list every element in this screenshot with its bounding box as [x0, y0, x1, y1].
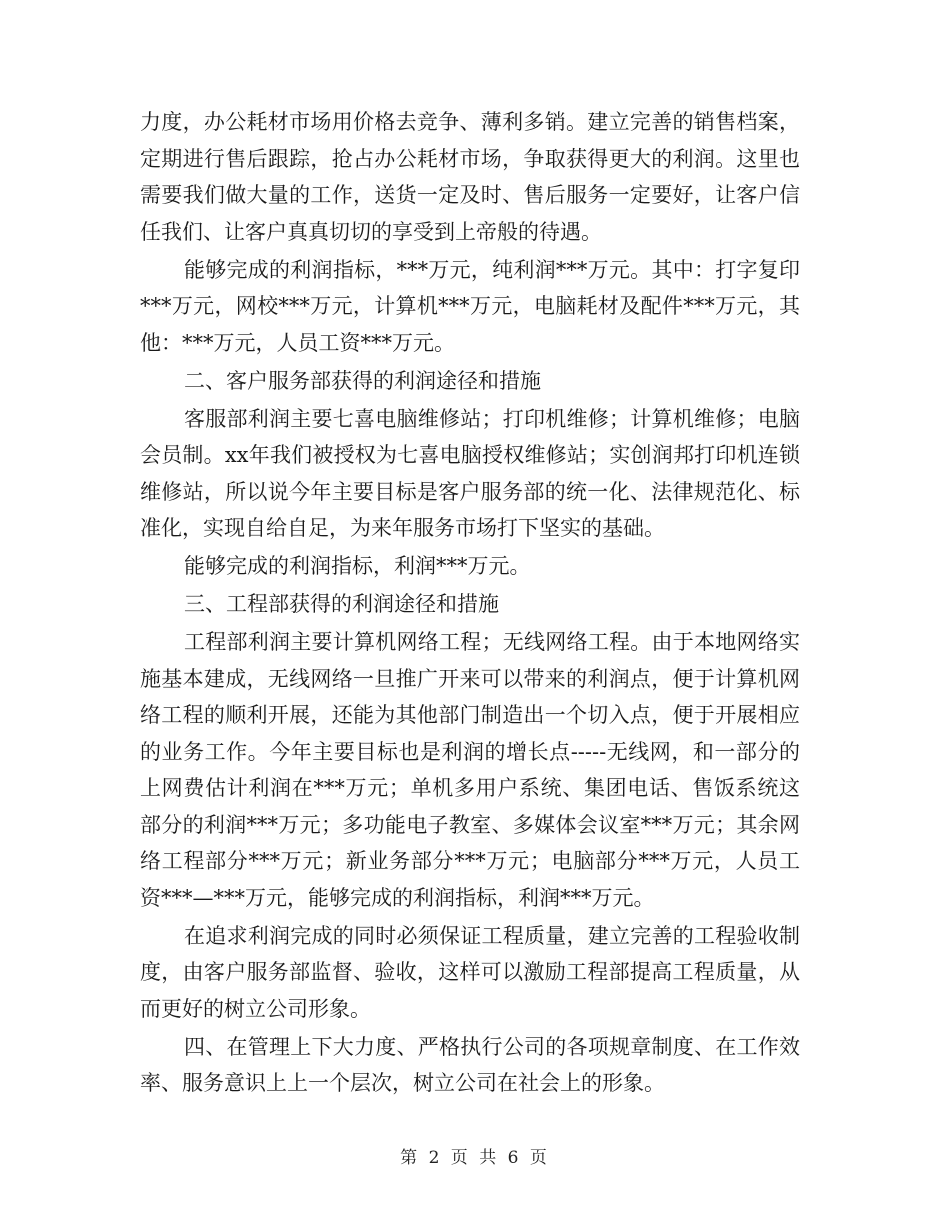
- section-heading-management: 四、在管理上下大力度、严格执行公司的各项规章制度、在工作效率、服务意识上上一个层次，树立公司在社会上的形象。: [140, 1034, 800, 1095]
- paragraph-customer-service: 客服部利润主要七喜电脑维修站；打印机维修；计算机维修；电脑会员制。xx年我们被授权为七喜电脑授权维修站；实创润邦打印机连锁维修站，所以说今年主要目标是客户服务部的统一化、法律规范化、标准化，实现自给自足，为来年服务市场打下坚实的基础。: [140, 406, 800, 540]
- document-body: [140, 104, 800, 1103]
- section-heading-engineering: 三、工程部获得的利润途径和措施: [184, 592, 499, 616]
- page-number-footer: 第 2 页 共 6 页: [400, 1148, 550, 1168]
- paragraph-profit-target-service: 能够完成的利润指标，利润***万元。: [184, 554, 531, 578]
- paragraph-engineering-quality: 在追求利润完成的同时必须保证工程质量，建立完善的工程验收制度，由客户服务部监督、验收，这样可以激励工程部提高工程质量，从而更好的树立公司形象。: [140, 923, 800, 1021]
- paragraph-engineering: 工程部利润主要计算机网络工程；无线网络工程。由于本地网络实施基本建成，无线网络一旦推广开来可以带来的利润点，便于计算机网络工程的顺利开展，还能为其他部门制造出一个切入点，便于开展相应的业务工作。今年主要目标也是利润的增长点-----无线网，和一部分的上网费估计利润在***万元；单机多用户系统、集团电话、售饭系统这部分的利润***万元；多功能电子教室、多媒体会议室***万元；其余网络工程部分***万元；新业务部分***万元；电脑部分***万元，人员工资***—***万元，能够完成的利润指标，利润***万元。: [140, 630, 800, 910]
- section-heading-customer-service: 二、客户服务部获得的利润途径和措施: [184, 368, 541, 393]
- paragraph-continuation: 力度，办公耗材市场用价格去竞争、薄利多销。建立完善的销售档案，定期进行售后跟踪，抢占办公耗材市场，争取获得更大的利润。这里也需要我们做大量的工作，送货一定及时、售后服务一定要好，让客户信任我们、让客户真真切切的享受到上帝般的待遇。: [140, 110, 800, 244]
- paragraph-profit-target-office: 能够完成的利润指标，***万元，纯利润***万元。其中：打字复印***万元，网校***万元，计算机***万元，电脑耗材及配件***万元，其他：***万元，人员工资***万元。: [140, 257, 800, 355]
